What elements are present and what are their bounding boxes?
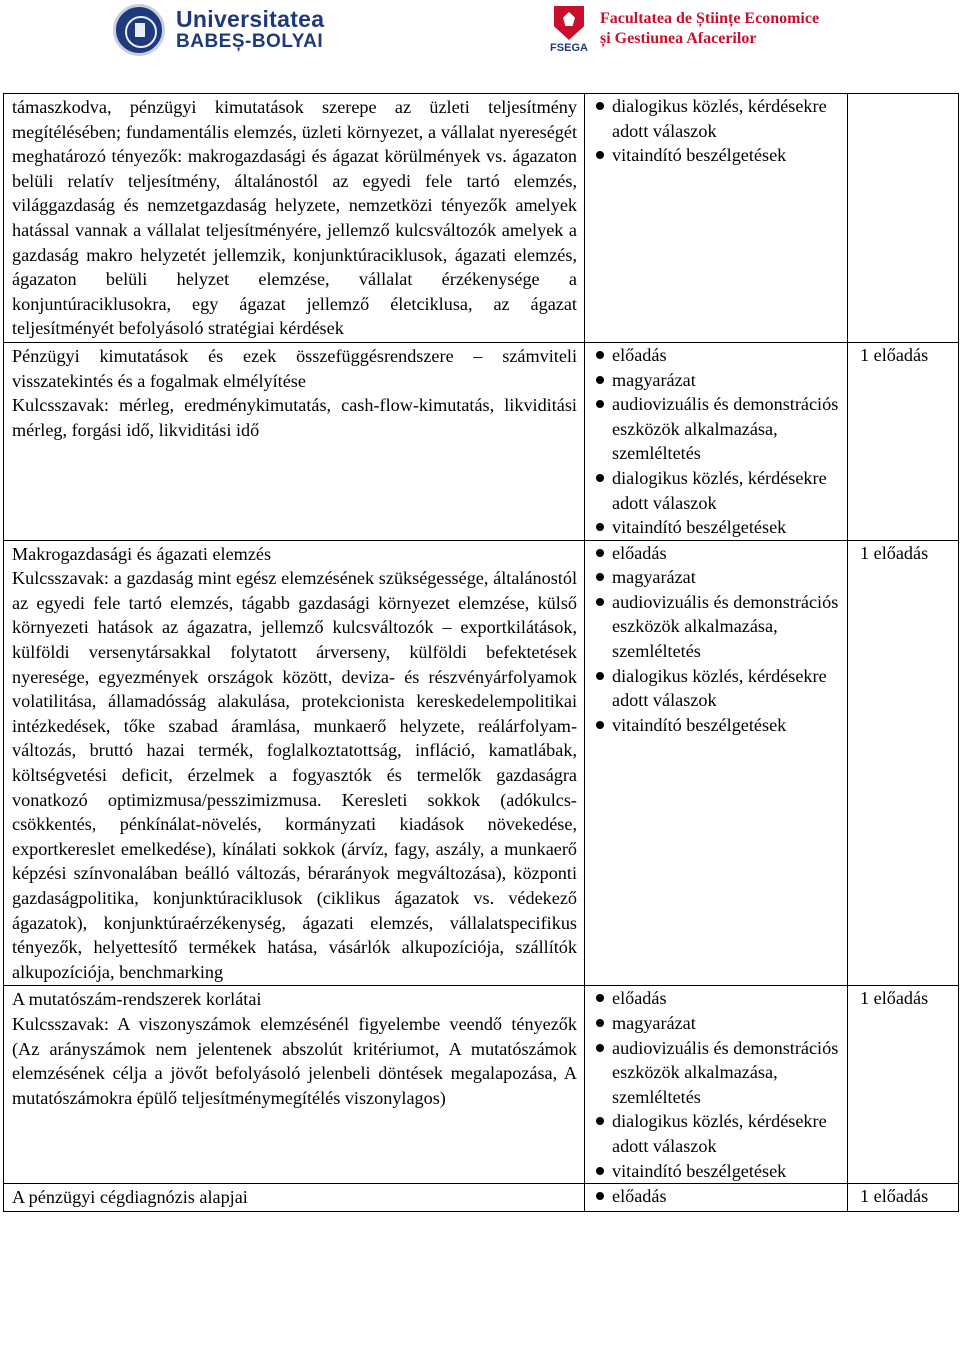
hours-cell: 1 előadás: [848, 540, 959, 986]
page-header: [0, 0, 960, 62]
topic-line: Kulcsszavak: A viszonyszámok elemzésénél figyelembe veendő tényezők (Az arányszámok nem jelentenek abszolút kritériumot, A mutatószámok elemzésének célja a jövőt befolyásoló jelenbeli döntések megalapozása, A mutatószámokra épülő teljesítménymegítélés viszonylagos): [12, 1013, 577, 1108]
table-row: [4, 94, 959, 343]
list-item: vitaindító beszélgetések: [590, 143, 843, 168]
hours-cell: 1 előadás: [848, 342, 959, 540]
list-item: vitaindító beszélgetések: [590, 713, 843, 738]
faculty-crest-icon: [554, 6, 584, 40]
topic-line: Pénzügyi kimutatások és ezek összefüggésrendszere – számviteli visszatekintés és a fogalmak elmélyítése: [12, 345, 577, 391]
table-row: [4, 986, 959, 1184]
table-row: [4, 342, 959, 540]
topic-cell: [4, 342, 585, 540]
list-item: dialogikus közlés, kérdésekre adott válaszok: [590, 94, 843, 143]
list-item: magyarázat: [590, 565, 843, 590]
list-item: audiovizuális és demonstrációs eszközök alkalmazása, szemléltetés: [590, 392, 843, 466]
hours-cell: 1 előadás: [848, 986, 959, 1184]
methods-list: [590, 986, 843, 1183]
methods-list: [590, 343, 843, 540]
list-item: magyarázat: [590, 368, 843, 393]
list-item: előadás: [590, 986, 843, 1011]
methods-cell: [585, 1184, 848, 1212]
list-item: audiovizuális és demonstrációs eszközök alkalmazása, szemléltetés: [590, 590, 843, 664]
topic-cell: [4, 986, 585, 1184]
topic-cell: [4, 1184, 585, 1212]
list-item: dialogikus közlés, kérdésekre adott válaszok: [590, 466, 843, 515]
list-item: vitaindító beszélgetések: [590, 515, 843, 540]
list-item: előadás: [590, 541, 843, 566]
topic-cell: [4, 540, 585, 986]
methods-list: [590, 1184, 843, 1209]
faculty-abbreviation: FSEGA: [550, 42, 588, 54]
methods-cell: [585, 540, 848, 986]
methods-cell: [585, 94, 848, 343]
university-seal-icon: [113, 4, 165, 56]
methods-list: [590, 94, 843, 168]
methods-cell: [585, 986, 848, 1184]
topic-line: A mutatószám-rendszerek korlátai: [12, 989, 262, 1010]
list-item: dialogikus közlés, kérdésekre adott válaszok: [590, 664, 843, 713]
topic-line: Kulcsszavak: mérleg, eredménykimutatás, cash-flow-kimutatás, likviditási mérleg, forgási idő, likviditási idő: [12, 395, 577, 440]
methods-cell: [585, 342, 848, 540]
list-item: előadás: [590, 343, 843, 368]
syllabus-table-body: [4, 94, 959, 1212]
faculty-logo: [548, 6, 590, 56]
topic-line: A pénzügyi cégdiagnózis alapjai: [12, 1187, 248, 1208]
hours-cell: [848, 94, 959, 343]
university-name-line2: BABEȘ-BOLYAI: [176, 31, 324, 52]
hours-cell: 1 előadás: [848, 1184, 959, 1212]
table-row: [4, 540, 959, 986]
faculty-name-line1: Facultatea de Științe Economice: [600, 10, 820, 27]
topic-line: támaszkodva, pénzügyi kimutatások szerepe az üzleti teljesítmény megítélésében; fundamentális elemzés, üzleti környezet, a vállalat nyereségét meghatározó tényezők: makrogazdasági és ágazat körülmények vs. ágazaton belüli relatív teljesítmény, általánostól az egyedi fele tartó elemzés, világgazdaság és nemzetgazdaság helyzete, nemzetközi tényezők amelyek hatással vannak a vállalat teljesítményére, jellemző kulcsváltozók amelyek a gazdaság makro helyzetét jellemzik, konjunktúraciklusok, ágazati elemzés, ágazaton belüli helyzet elemzése, vállalat érzékenysége a konjuntúraciklusokra, egy ágazat jellemző életciklusa, az ágazat teljesítményét befolyásoló stratégiai kérdések: [12, 97, 577, 339]
list-item: dialogikus közlés, kérdésekre adott válaszok: [590, 1109, 843, 1158]
faculty-name-line2: și Gestiunea Afacerilor: [600, 30, 757, 47]
list-item: előadás: [590, 1184, 843, 1209]
topic-line: Kulcsszavak: a gazdaság mint egész elemzésének szükségessége, általánostól az egyedi fele tartó elemzés, tágabb gazdasági környezet elemzése, külső környezeti hatások az ágazatra, jellemző kulcsváltozók – exportkilátások, külföldi versenytársakkal folytatott árverseny, külföldi befektetések nyeresége, egyezmények országok között, deviza- és részvényárfolyamok volatilitása, államadósság alakulása, protekcionista kereskedelempolitikai intézkedések, tőke szabad áramlása, munkaerő helyzete, reálárfolyam-változás, bruttó hazai termék, foglalkoztatottság, infláció, kamatlábak, költségvetési deficit, érzelmek a fogyasztók és termelők gazdaságra vonatkozó optimizmusa/pesszimizmusa. Keresleti sokkok (adókulcs-csökkentés, pénkínálat-növelés, kormányzati kiadások növekedése, exportkereslet emelkedése), kínálati sokkok (árvíz, fagy, aszály, a munkaerő képzési színvonalában beálló változás, bérarányok megváltozása), központi gazdaságpolitika, konjunktúraciklusok (ciklikus ágazatok vs. védekező ágazatok), konjunktúraérzékenység, ágazati elemzés, vállalatspecifikus tényezők, helyettesítő termékek hatása, vásárlók alkupozíciója, szállítók alkupozíciója, benchmarking: [12, 568, 577, 982]
topic-cell: [4, 94, 585, 343]
list-item: magyarázat: [590, 1011, 843, 1036]
methods-list: [590, 541, 843, 738]
list-item: vitaindító beszélgetések: [590, 1159, 843, 1184]
topic-line: Makrogazdasági és ágazati elemzés: [12, 543, 272, 564]
syllabus-table: [3, 93, 959, 1212]
university-name-line1: Universitatea: [176, 6, 325, 32]
table-row: [4, 1184, 959, 1212]
list-item: audiovizuális és demonstrációs eszközök alkalmazása, szemléltetés: [590, 1036, 843, 1110]
